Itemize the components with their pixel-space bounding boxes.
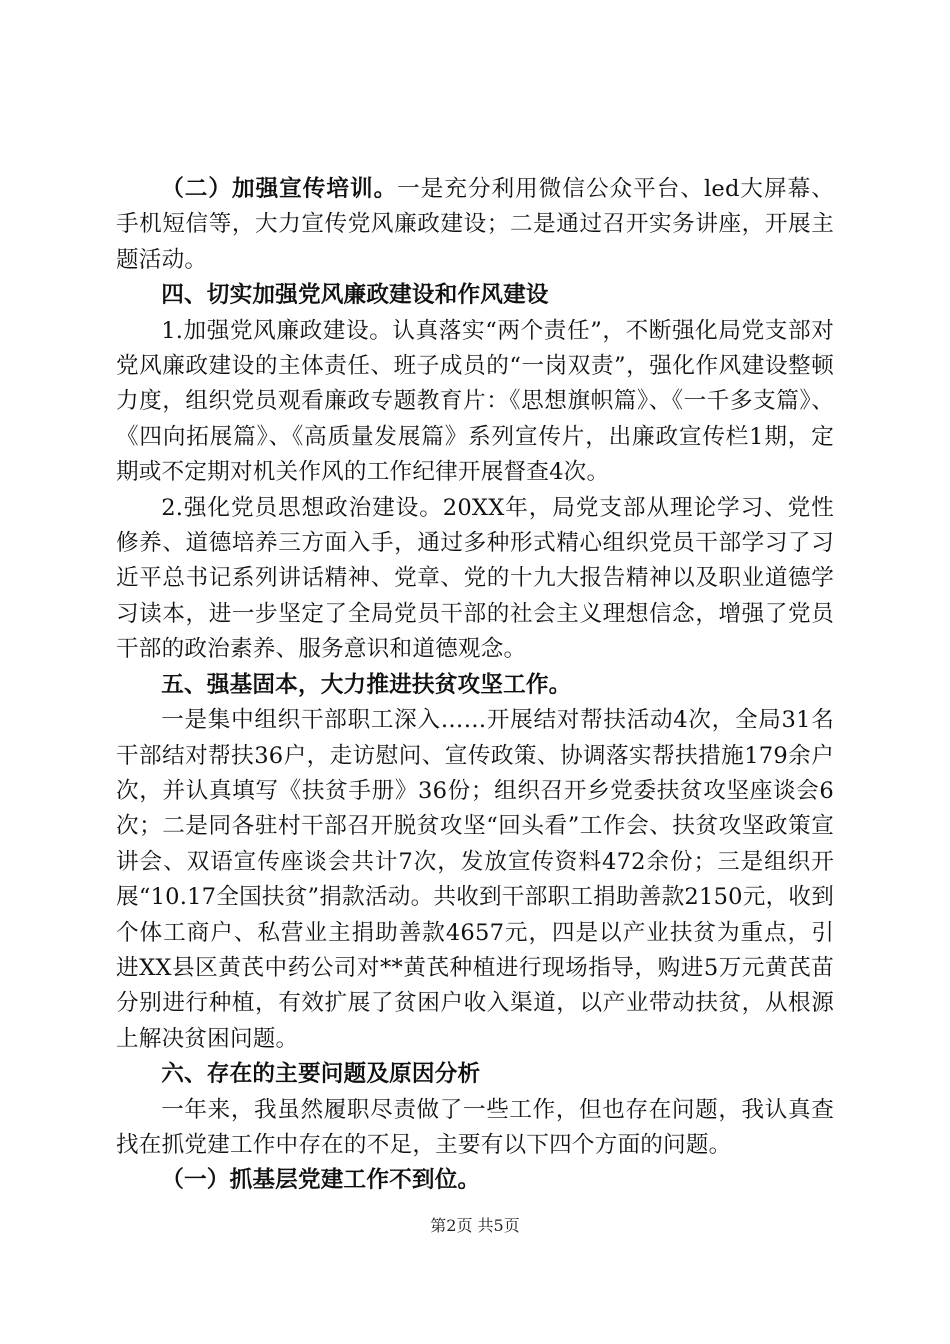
section-heading-6: 六、存在的主要问题及原因分析	[161, 1061, 481, 1088]
section-heading-4: 四、切实加强党风廉政建设和作风建设	[161, 282, 549, 309]
page-number: 第2页 共5页	[430, 1216, 520, 1235]
subsection-heading-1: （一）抓基层党建工作不到位。	[161, 1167, 481, 1194]
paragraph-text: 一是充分利用微信公众平台、led大屏幕、手机短信等，大力宣传党风廉政建设；二是通过召开实务讲座，开展主题活动。	[116, 176, 835, 273]
section-heading-5: 五、强基固本，大力推进扶贫攻坚工作。	[161, 671, 572, 698]
document-body	[116, 172, 834, 1199]
paragraph-publicity-training	[116, 172, 834, 278]
paragraph-poverty-alleviation: 一是集中组织干部职工深入……开展结对帮扶活动4次，全局31名干部结对帮扶36户，走访慰问、宣传政策、协调落实帮扶措施179余户次，并认真填写《扶贫手册》36份；组织召开乡党委扶贫攻坚座谈会6次；二是同各驻村干部召开脱贫攻坚“回头看”工作会、扶贫攻坚政策宣讲会、双语宣传座谈会共计7次，发放宣传资料472余份；三是组织开展“10.17全国扶贫”捐款活动。共收到干部职工捐助善款2150元，收到个体工商户、私营业主捐助善款4657元，四是以产业扶贫为重点，引进XX县区黄芪中药公司对**黄芪种植进行现场指导，购进5万元黄芪苗分别进行种植，有效扩展了贫困户收入渠道，以产业带动扶贫，从根源上解决贫困问题。	[116, 707, 834, 1052]
paragraph-lead: （二）加强宣传培训。	[161, 176, 398, 202]
paragraph-problems-intro: 一年来，我虽然履职尽责做了一些工作，但也存在问题，我认真查找在抓党建工作中存在的不足，主要有以下四个方面的问题。	[116, 1096, 834, 1158]
paragraph-integrity-building: 1.加强党风廉政建设。认真落实“两个责任”，不断强化局党支部对党风廉政建设的主体责任、班子成员的“一岗双责”，强化作风建设整顿力度，组织党员观看廉政专题教育片：《思想旗帜篇》、《一千多支篇》、《四向拓展篇》、《高质量发展篇》系列宣传片，出廉政宣传栏1期，定期或不定期对机关作风的工作纪律开展督查4次。	[116, 317, 834, 486]
paragraph-political-building: 2.强化党员思想政治建设。20XX年，局党支部从理论学习、党性修养、道德培养三方面入手，通过多种形式精心组织党员干部学习了习近平总书记系列讲话精神、党章、党的十九大报告精神以及职业道德学习读本，进一步坚定了全局党员干部的社会主义理想信念，增强了党员干部的政治素养、服务意识和道德观念。	[116, 494, 834, 663]
